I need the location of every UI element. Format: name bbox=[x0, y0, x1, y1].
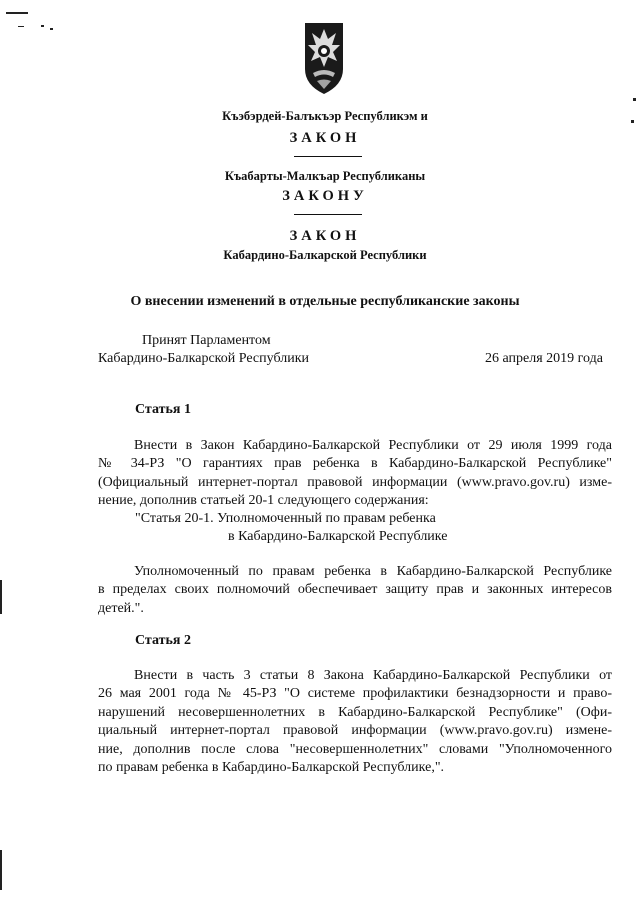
adoption-date: 26 апреля 2019 года bbox=[485, 351, 603, 366]
paragraph-line: 26 мая 2001 года № 45-РЗ "О системе профилактики безнадзорности и право- bbox=[98, 686, 612, 702]
adoption-line: Принят Парламентом bbox=[142, 333, 271, 348]
header-kabardian-line: Къэбэрдей-Балъкъэр Республикэм и bbox=[222, 109, 428, 123]
paragraph-line: по правам ребенка в Кабардино-Балкарской Республике,". bbox=[98, 760, 445, 776]
header-kabardian-title: ЗАКОН bbox=[289, 130, 361, 146]
header-balkar-line: Къабарты-Малкъар Республиканы bbox=[224, 169, 426, 183]
scan-mark bbox=[6, 12, 28, 14]
scan-mark bbox=[50, 28, 53, 30]
paragraph-line: в пределах своих полномочий обеспечивает защиту прав и законных интересов bbox=[98, 582, 612, 598]
paragraph-line: Внести в Закон Кабардино-Балкарской Республики от 29 июля 1999 года bbox=[134, 438, 612, 453]
scan-mark bbox=[633, 98, 636, 101]
article-2-heading: Статья 2 bbox=[135, 633, 191, 648]
scan-edge-mark bbox=[0, 850, 2, 890]
scan-edge-mark bbox=[0, 580, 2, 614]
header-russian-line: Кабардино-Балкарской Республики bbox=[223, 248, 427, 262]
header-divider bbox=[294, 156, 362, 157]
article-1-paragraph bbox=[98, 437, 612, 511]
header-russian-title: ЗАКОН bbox=[289, 228, 361, 244]
header-balkar-title: ЗАКОНУ bbox=[282, 188, 368, 204]
paragraph-line: (Официальный интернет-портал правовой информации (www.pravo.gov.ru) изме- bbox=[98, 474, 612, 490]
coat-of-arms-emblem bbox=[303, 21, 345, 96]
header-divider bbox=[294, 214, 362, 215]
paragraph-line: детей.". bbox=[98, 600, 144, 616]
paragraph-line: нение, дополнив статьей 20-1 следующего содержания: bbox=[98, 493, 429, 509]
paragraph-line: № 34-РЗ "О гарантиях прав ребенка в Кабардино-Балкарской Республике" bbox=[98, 456, 612, 472]
article-2-paragraph bbox=[98, 667, 612, 777]
scan-mark bbox=[18, 26, 24, 27]
article-1-quoted-paragraph bbox=[98, 563, 612, 618]
law-subject-title: О внесении изменений в отдельные республиканские законы bbox=[130, 294, 520, 309]
scan-mark bbox=[41, 25, 44, 27]
paragraph-line: Уполномоченный по правам ребенка в Кабардино-Балкарской Республике bbox=[134, 564, 612, 579]
quoted-article-title: "Статья 20-1. Уполномоченный по правам ребенка bbox=[135, 511, 436, 526]
paragraph-line: ние, дополнив после слова "несовершеннолетних" словами "Уполномоченного bbox=[98, 741, 612, 757]
adoption-parliament: Кабардино-Балкарской Республики bbox=[98, 351, 309, 366]
paragraph-line: Внести в часть 3 статьи 8 Закона Кабардино-Балкарской Республики от bbox=[134, 668, 612, 683]
paragraph-line: циальный интернет-портал правовой информации (www.pravo.gov.ru) измене- bbox=[98, 723, 612, 739]
paragraph-line: нарушений несовершеннолетних в Кабардино-Балкарской Республике" (Офи- bbox=[98, 704, 612, 720]
article-1-heading: Статья 1 bbox=[135, 402, 191, 417]
quoted-article-title-cont: в Кабардино-Балкарской Республике bbox=[228, 529, 448, 544]
